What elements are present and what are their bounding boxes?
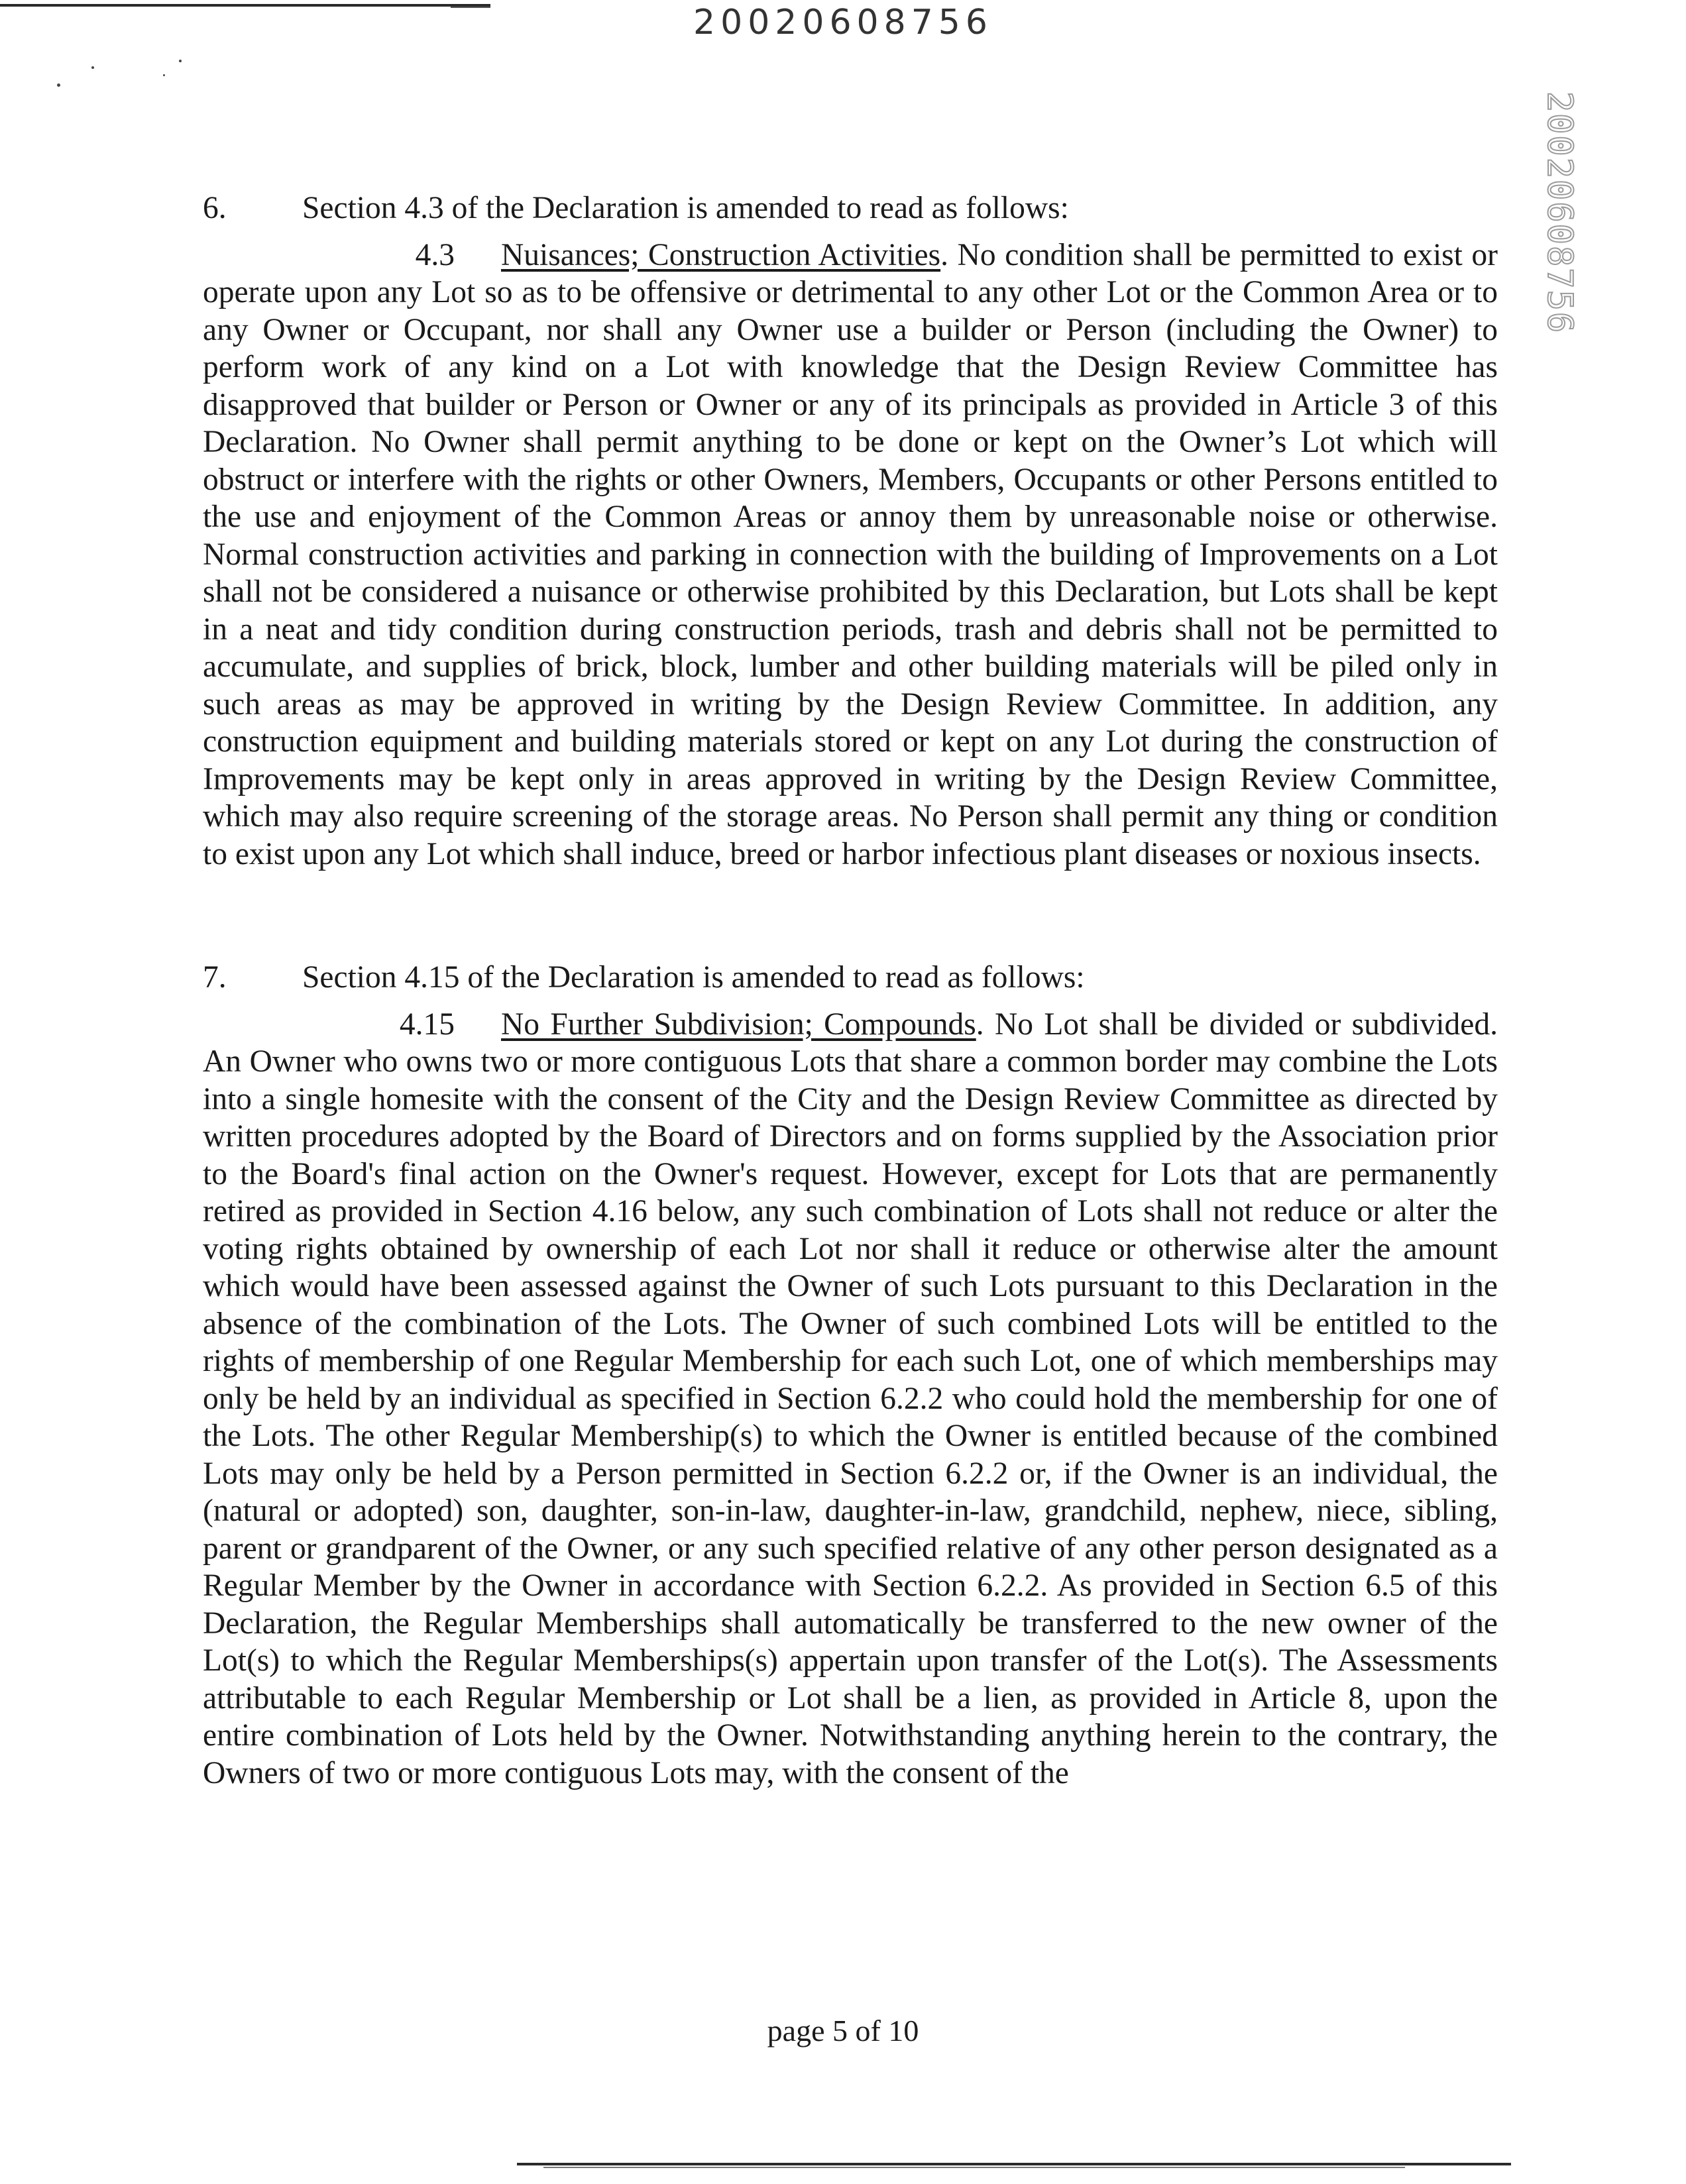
bottom-rule-thin [543, 2167, 1405, 2168]
indent [203, 1006, 501, 1044]
record-number: 20020608756 [693, 3, 993, 42]
item-7-heading [203, 959, 1498, 997]
section-4-3-paragraph [203, 237, 1498, 873]
item-6-heading-text: Section 4.3 of the Declaration is amended to read as follows: [302, 191, 1069, 225]
bottom-rule [517, 2163, 1511, 2165]
spacer [203, 873, 1498, 959]
item-7-number: 7. [203, 960, 227, 995]
document-body [203, 190, 1498, 1792]
scan-speck [91, 66, 94, 69]
side-stamp-text: 20020608756 [1540, 91, 1579, 335]
section-4-3-body: No condition shall be permitted to exist or operate upon any Lot so as to be offensive or detrimental to any other Lot or the Common Area or to any Owner or Occupant, nor shall any Owner use a builder or Person (including the Owner) to perform work of any kind on a Lot with knowledge that the Design Review Committee has disapproved that builder or Person or Owner or any of its principals as provided in Article 3 of this Declaration. No Owner shall permit anything to be done or kept on the Owner’s Lot which will obstruct or interfere with the rights or other Owners, Members, Occupants or other Persons entitled to the use and enjoyment of the Common Areas or annoy them by unreasonable noise or otherwise. Normal construction activities and parking in connection with the building of Improvements on a Lot shall not be considered a nuisance or otherwise prohibited by this Declaration, but Lots shall be kept in a neat and tidy condition during construction periods, trash and debris shall not be permitted to accumulate, and supplies of brick, block, lumber and other building materials will be piled only in such areas as may be approved in writing by the Design Review Committee. In addition, any construction equipment and building materials stored or kept on any Lot during the construction of Improvements may be kept only in areas approved in writing by the Design Review Committee, which may also require screening of the storage areas. No Person shall permit any thing or condition to exist upon any Lot which shall induce, breed or harbor infectious plant diseases or noxious insects. [203, 237, 1498, 871]
item-6-number: 6. [203, 191, 227, 225]
title-period: . [976, 1007, 995, 1042]
section-4-15-body: No Lot shall be divided or subdivided. An Owner who owns two or more contiguous Lots that share a common border may combine the Lots into a single homesite with the consent of the City and the Design Review Committee as directed by written procedures adopted by the Board of Directors and on forms supplied by the Association prior to the Board's final action on the Owner's request. However, except for Lots that are permanently retired as provided in Section 4.16 below, any such combination of Lots shall not reduce or alter the voting rights obtained by ownership of each Lot nor shall it reduce or otherwise alter the amount which would have been assessed against the Owner of such Lots pursuant to this Declaration in the absence of the combination of the Lots. The Owner of such combined Lots will be entitled to the rights of membership of one Regular Membership for each such Lot, one of which memberships may only be held by an individual as specified in Section 6.2.2 who could hold the membership for one of the Lots. The other Regular Membership(s) to which the Owner is entitled because of the combined Lots may only be held by a Person permitted in Section 6.2.2 or, if the Owner is an individual, the (natural or adopted) son, daughter, son-in-law, daughter-in-law, grandchild, nephew, niece, sibling, parent or grandparent of the Owner, or any such specified relative of any other person designated as a Regular Member by the Owner in accordance with Section 6.2.2. As provided in Section 6.5 of this Declaration, the Regular Memberships shall automatically be transferred to the new owner of the Lot(s) to which the Regular Memberships(s) appertain upon transfer of the Lot(s). The Assessments attributable to each Regular Membership or Lot shall be a lien, as provided in Article 8, upon the entire combination of Lots held by the Owner. Notwithstanding anything herein to the contrary, the Owners of two or more contiguous Lots may, with the consent of the [203, 1007, 1498, 1790]
section-4-15-paragraph [203, 1006, 1498, 1792]
item-7-heading-text: Section 4.15 of the Declaration is amended to read as follows: [302, 960, 1085, 995]
scan-speck [163, 74, 165, 76]
section-4-15-title: No Further Subdivision; Compounds [501, 1007, 976, 1042]
title-period: . [940, 237, 958, 272]
scan-speck [179, 60, 182, 62]
section-4-3-title: Nuisances; Construction Activities [501, 237, 941, 272]
section-4-15-number: 4.15 [399, 1007, 455, 1042]
indent [203, 237, 501, 274]
side-stamp [1536, 91, 1583, 335]
scan-speck [57, 83, 60, 87]
section-4-3-number: 4.3 [415, 237, 455, 272]
page-footer: page 5 of 10 [767, 2014, 919, 2048]
item-6-heading [203, 190, 1498, 227]
